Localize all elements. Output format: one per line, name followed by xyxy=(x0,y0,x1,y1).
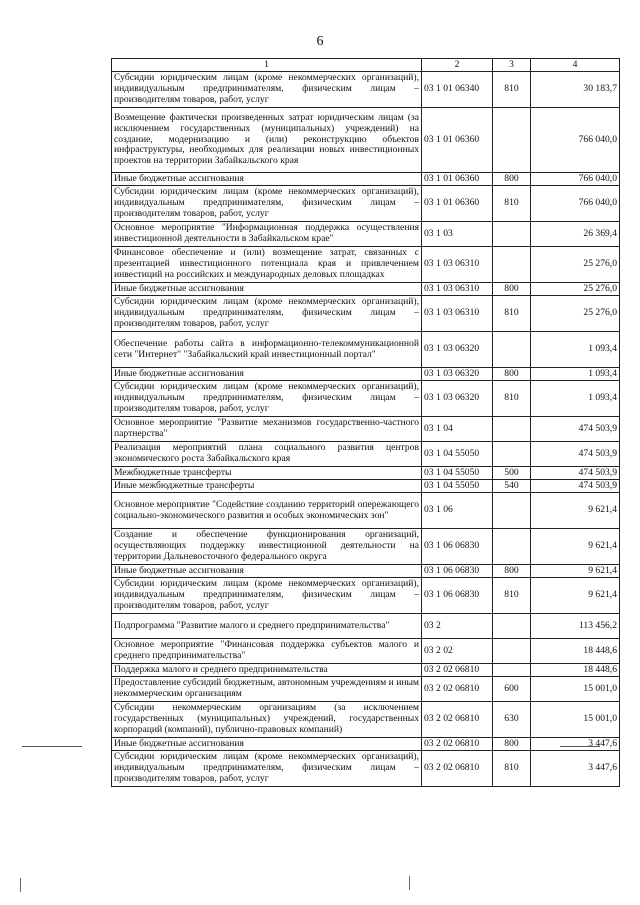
scan-tick-center xyxy=(409,876,410,890)
row-description: Финансовое обеспечение и (или) возмещение затрат, связанных с презентацией инвестиционного потенциала края и привлечением инвестиций на российских и международных деловых площадках xyxy=(112,247,422,283)
table-row xyxy=(112,480,620,493)
row-amount: 26 369,4 xyxy=(531,222,620,247)
row-expense-type: 810 xyxy=(493,296,531,332)
scan-mark-right xyxy=(560,746,600,747)
table-row xyxy=(112,296,620,332)
row-amount: 1 093,4 xyxy=(531,332,620,368)
table-header-row xyxy=(112,59,620,72)
row-description: Основное мероприятие "Содействие созданию территорий опережающего социально-экономического развития и особых экономических зон" xyxy=(112,493,422,529)
table-row xyxy=(112,108,620,173)
row-expense-type xyxy=(493,664,531,677)
table-row xyxy=(112,442,620,467)
row-expense-type: 540 xyxy=(493,480,531,493)
row-expense-type xyxy=(493,417,531,442)
row-code: 03 2 02 xyxy=(422,639,493,664)
row-description: Подпрограмма "Развитие малого и среднего предпринимательства" xyxy=(112,614,422,639)
row-description: Основное мероприятие "Развитие механизмов государственно-частного партнерства" xyxy=(112,417,422,442)
row-description: Создание и обеспечение функционирования организаций, осуществляющих поддержку инвестиционной деятельности на территории Дальневосточного федерального округа xyxy=(112,529,422,565)
row-code: 03 1 06 06830 xyxy=(422,578,493,614)
row-description: Основное мероприятие "Информационная поддержка осуществления инвестиционной деятельности в Забайкальском крае" xyxy=(112,222,422,247)
row-amount: 3 447,6 xyxy=(531,738,620,751)
table-row xyxy=(112,332,620,368)
row-expense-type xyxy=(493,247,531,283)
row-amount: 15 001,0 xyxy=(531,702,620,738)
row-description: Субсидии юридическим лицам (кроме некоммерческих организаций), индивидуальным предпринимателям, физическим лицам – производителям товаров, работ, услуг xyxy=(112,578,422,614)
table-row xyxy=(112,738,620,751)
row-description: Иные бюджетные ассигнования xyxy=(112,368,422,381)
row-code: 03 1 01 06360 xyxy=(422,173,493,186)
row-expense-type xyxy=(493,639,531,664)
table-row xyxy=(112,186,620,222)
row-code: 03 2 02 06810 xyxy=(422,677,493,702)
table-row xyxy=(112,381,620,417)
table-row xyxy=(112,283,620,296)
row-description: Субсидии юридическим лицам (кроме некоммерческих организаций), индивидуальным предпринимателям, физическим лицам – производителям товаров, работ, услуг xyxy=(112,72,422,108)
row-code: 03 1 01 06340 xyxy=(422,72,493,108)
budget-table xyxy=(111,58,620,787)
table-row xyxy=(112,677,620,702)
row-description: Субсидии юридическим лицам (кроме некоммерческих организаций), индивидуальным предпринимателям, физическим лицам – производителям товаров, работ, услуг xyxy=(112,296,422,332)
row-amount: 1 093,4 xyxy=(531,381,620,417)
table-body xyxy=(112,72,620,787)
row-code: 03 2 02 06810 xyxy=(422,751,493,787)
row-expense-type: 810 xyxy=(493,578,531,614)
row-description: Иные межбюджетные трансферты xyxy=(112,480,422,493)
row-amount: 15 001,0 xyxy=(531,677,620,702)
row-description: Субсидии некоммерческим организациям (за исключением государственных (муниципальных) учреждений, государственных корпораций (компаний), публично-правовых компаний) xyxy=(112,702,422,738)
table-row xyxy=(112,751,620,787)
scan-mark-left xyxy=(22,746,82,747)
row-description: Обеспечение работы сайта в информационно-телекоммуникационной сети "Интернет" "Забайкальский край инвестиционный портал" xyxy=(112,332,422,368)
table-row xyxy=(112,72,620,108)
page-number: 6 xyxy=(316,34,324,49)
row-description: Иные бюджетные ассигнования xyxy=(112,283,422,296)
table-row xyxy=(112,247,620,283)
row-expense-type: 810 xyxy=(493,72,531,108)
row-expense-type: 630 xyxy=(493,702,531,738)
row-description: Межбюджетные трансферты xyxy=(112,467,422,480)
row-expense-type xyxy=(493,332,531,368)
row-description: Субсидии юридическим лицам (кроме некоммерческих организаций), индивидуальным предпринимателям, физическим лицам – производителям товаров, работ, услуг xyxy=(112,186,422,222)
row-expense-type xyxy=(493,614,531,639)
row-expense-type xyxy=(493,529,531,565)
row-expense-type: 600 xyxy=(493,677,531,702)
table-row xyxy=(112,417,620,442)
row-description: Иные бюджетные ассигнования xyxy=(112,173,422,186)
row-expense-type: 800 xyxy=(493,565,531,578)
row-amount: 474 503,9 xyxy=(531,442,620,467)
row-expense-type: 800 xyxy=(493,368,531,381)
row-expense-type xyxy=(493,493,531,529)
header-col-3: 3 xyxy=(493,59,531,72)
row-description: Возмещение фактически произведенных затрат юридическим лицам (за исключением государственных (муниципальных) учреждений) на создание, модернизацию и (или) реконструкцию объектов инфраструктуры, необходимых для реализации новых инвестиционных проектов на территории Забайкальского края xyxy=(112,108,422,173)
table-row xyxy=(112,664,620,677)
row-description: Субсидии юридическим лицам (кроме некоммерческих организаций), индивидуальным предпринимателям, физическим лицам – производителям товаров, работ, услуг xyxy=(112,381,422,417)
table-row xyxy=(112,614,620,639)
row-code: 03 1 04 55050 xyxy=(422,467,493,480)
row-amount: 1 093,4 xyxy=(531,368,620,381)
row-code: 03 2 xyxy=(422,614,493,639)
row-expense-type: 810 xyxy=(493,186,531,222)
row-code: 03 1 01 06360 xyxy=(422,108,493,173)
row-amount: 25 276,0 xyxy=(531,283,620,296)
row-expense-type: 500 xyxy=(493,467,531,480)
row-code: 03 1 03 06320 xyxy=(422,381,493,417)
table-row xyxy=(112,368,620,381)
header-col-1: 1 xyxy=(112,59,422,72)
row-amount: 766 040,0 xyxy=(531,108,620,173)
row-amount: 113 456,2 xyxy=(531,614,620,639)
row-amount: 3 447,6 xyxy=(531,751,620,787)
row-amount: 9 621,4 xyxy=(531,578,620,614)
row-expense-type xyxy=(493,108,531,173)
row-expense-type xyxy=(493,442,531,467)
row-expense-type: 800 xyxy=(493,173,531,186)
table-row xyxy=(112,565,620,578)
row-code: 03 1 04 55050 xyxy=(422,480,493,493)
row-description: Иные бюджетные ассигнования xyxy=(112,565,422,578)
row-expense-type: 800 xyxy=(493,738,531,751)
row-amount: 9 621,4 xyxy=(531,493,620,529)
row-code: 03 1 06 06830 xyxy=(422,529,493,565)
row-amount: 766 040,0 xyxy=(531,173,620,186)
row-description: Субсидии юридическим лицам (кроме некоммерческих организаций), индивидуальным предпринимателям, физическим лицам – производителям товаров, работ, услуг xyxy=(112,751,422,787)
row-expense-type: 800 xyxy=(493,283,531,296)
row-amount: 474 503,9 xyxy=(531,417,620,442)
header-col-2: 2 xyxy=(422,59,493,72)
header-col-4: 4 xyxy=(531,59,620,72)
row-code: 03 1 03 xyxy=(422,222,493,247)
row-description: Основное мероприятие "Финансовая поддержка субъектов малого и среднего предпринимательства" xyxy=(112,639,422,664)
row-code: 03 1 03 06320 xyxy=(422,332,493,368)
table-row xyxy=(112,529,620,565)
row-code: 03 2 02 06810 xyxy=(422,702,493,738)
table-row xyxy=(112,578,620,614)
row-code: 03 1 06 06830 xyxy=(422,565,493,578)
row-code: 03 2 02 06810 xyxy=(422,664,493,677)
row-amount: 25 276,0 xyxy=(531,296,620,332)
row-code: 03 1 03 06310 xyxy=(422,247,493,283)
table-row xyxy=(112,222,620,247)
row-description: Иные бюджетные ассигнования xyxy=(112,738,422,751)
row-amount: 474 503,9 xyxy=(531,480,620,493)
table-row xyxy=(112,173,620,186)
row-code: 03 1 04 xyxy=(422,417,493,442)
row-amount: 18 448,6 xyxy=(531,664,620,677)
row-code: 03 1 01 06360 xyxy=(422,186,493,222)
table-row xyxy=(112,702,620,738)
row-code: 03 1 03 06310 xyxy=(422,296,493,332)
row-description: Реализация мероприятий плана социального развития центров экономического роста Забайкальского края xyxy=(112,442,422,467)
row-description: Поддержка малого и среднего предпринимательства xyxy=(112,664,422,677)
table-row xyxy=(112,467,620,480)
row-code: 03 1 04 55050 xyxy=(422,442,493,467)
table-row xyxy=(112,639,620,664)
row-description: Предоставление субсидий бюджетным, автономным учреждениям и иным некоммерческим организациям xyxy=(112,677,422,702)
row-expense-type xyxy=(493,222,531,247)
row-amount: 30 183,7 xyxy=(531,72,620,108)
scan-tick-left xyxy=(20,878,21,892)
row-amount: 9 621,4 xyxy=(531,565,620,578)
row-expense-type: 810 xyxy=(493,381,531,417)
row-code: 03 2 02 06810 xyxy=(422,738,493,751)
row-amount: 474 503,9 xyxy=(531,467,620,480)
row-code: 03 1 03 06320 xyxy=(422,368,493,381)
row-code: 03 1 03 06310 xyxy=(422,283,493,296)
row-amount: 766 040,0 xyxy=(531,186,620,222)
row-expense-type: 810 xyxy=(493,751,531,787)
row-code: 03 1 06 xyxy=(422,493,493,529)
row-amount: 9 621,4 xyxy=(531,529,620,565)
row-amount: 25 276,0 xyxy=(531,247,620,283)
table-row xyxy=(112,493,620,529)
row-amount: 18 448,6 xyxy=(531,639,620,664)
